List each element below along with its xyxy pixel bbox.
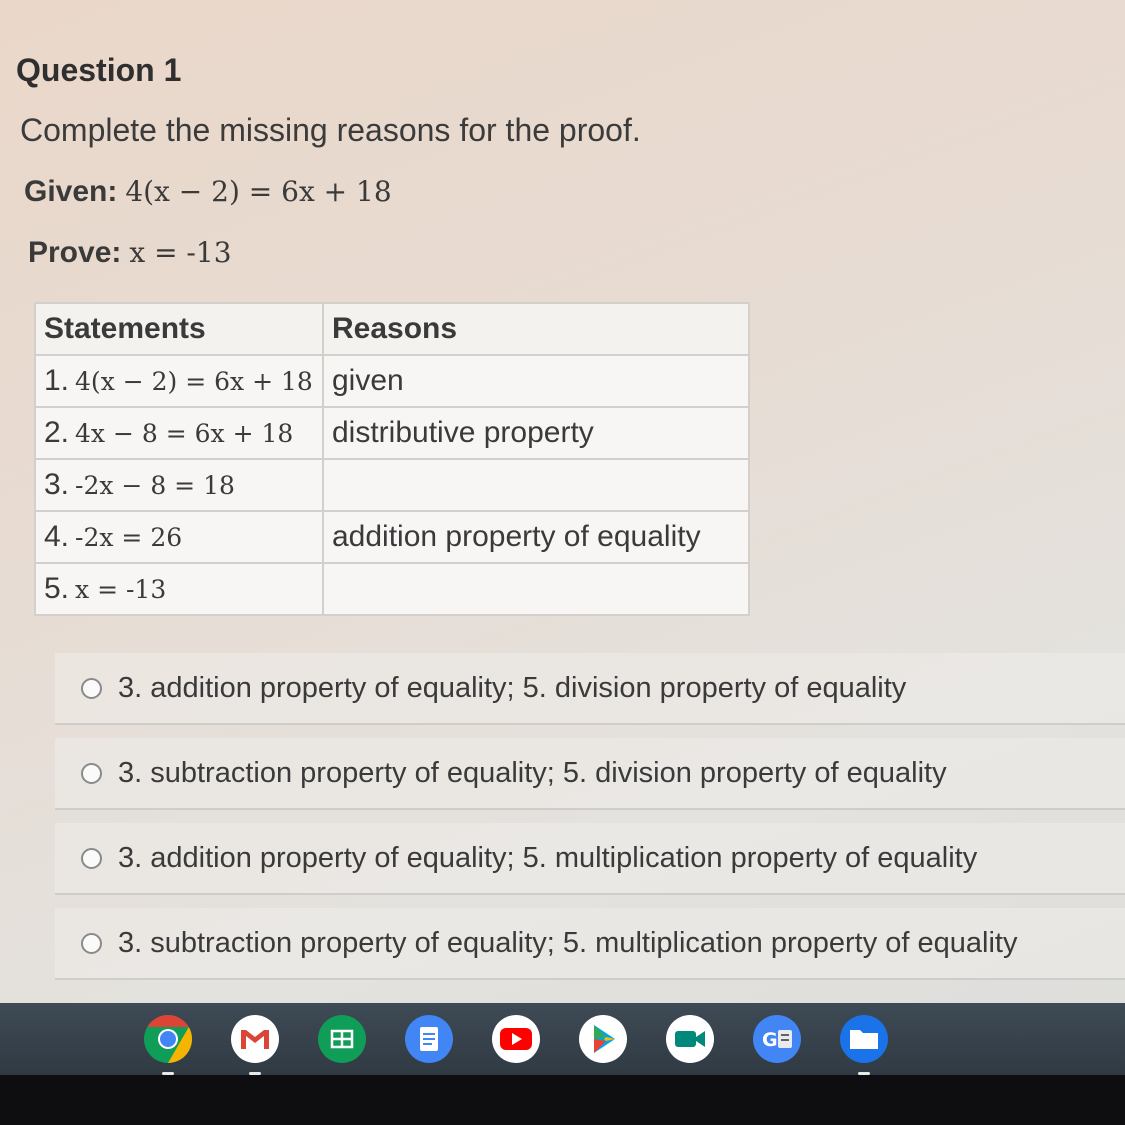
prove-label: Prove: xyxy=(28,236,122,269)
answer-option-2[interactable] xyxy=(55,738,1125,810)
translate-app[interactable] xyxy=(749,1011,805,1067)
youtube-app[interactable] xyxy=(488,1011,544,1067)
proof-table xyxy=(34,302,750,616)
proof-table-header xyxy=(35,303,749,355)
docs-icon xyxy=(403,1013,455,1065)
chrome-app[interactable] xyxy=(140,1011,196,1067)
statement-cell xyxy=(35,459,323,511)
docs-app[interactable] xyxy=(401,1011,457,1067)
reason-cell: given xyxy=(323,355,749,407)
statement-number: 4. xyxy=(44,520,70,553)
radio-button[interactable] xyxy=(81,933,102,954)
radio-button[interactable] xyxy=(81,848,102,869)
radio-button[interactable] xyxy=(81,678,102,699)
given-line xyxy=(24,175,392,209)
table-row xyxy=(35,355,749,407)
statements-header: Statements xyxy=(35,303,323,355)
answer-option-label: 3. addition property of equality; 5. multiplication property of equality xyxy=(118,841,978,874)
screen-bezel xyxy=(0,1075,1125,1125)
statement-text: -2x = 26 xyxy=(75,523,183,552)
chrome-icon xyxy=(142,1013,194,1065)
statement-text: x = -13 xyxy=(75,575,167,604)
play-store-icon xyxy=(577,1013,629,1065)
reason-cell: distributive property xyxy=(323,407,749,459)
table-row xyxy=(35,459,749,511)
answer-option-4[interactable] xyxy=(55,908,1125,980)
meet-icon xyxy=(664,1013,716,1065)
files-icon xyxy=(838,1013,890,1065)
answer-option-1[interactable] xyxy=(55,653,1125,725)
given-expression: 4(x − 2) = 6x + 18 xyxy=(125,175,392,208)
statement-number: 1. xyxy=(44,364,70,397)
answer-option-3[interactable] xyxy=(55,823,1125,895)
reasons-header: Reasons xyxy=(323,303,749,355)
reason-cell-missing xyxy=(323,459,749,511)
question-prompt: Complete the missing reasons for the proof. xyxy=(20,112,641,148)
statement-number: 2. xyxy=(44,416,70,449)
files-app[interactable] xyxy=(836,1011,892,1067)
meet-app[interactable] xyxy=(662,1011,718,1067)
statement-text: 4(x − 2) = 6x + 18 xyxy=(75,367,313,396)
statement-cell xyxy=(35,511,323,563)
statement-cell xyxy=(35,355,323,407)
play-store-app[interactable] xyxy=(575,1011,631,1067)
radio-button[interactable] xyxy=(81,763,102,784)
translate-icon-letter: G xyxy=(762,1029,778,1051)
shelf-taskbar xyxy=(0,1003,1125,1075)
answer-option-label: 3. subtraction property of equality; 5. division property of equality xyxy=(118,756,947,789)
question-title: Question 1 xyxy=(16,52,182,88)
statement-number: 5. xyxy=(44,572,70,605)
given-label: Given: xyxy=(24,175,118,208)
gmail-app[interactable] xyxy=(227,1011,283,1067)
statement-cell xyxy=(35,407,323,459)
reason-cell-missing xyxy=(323,563,749,615)
translate-icon xyxy=(751,1013,803,1065)
answer-option-label: 3. subtraction property of equality; 5. multiplication property of equality xyxy=(118,926,1018,959)
youtube-icon xyxy=(490,1013,542,1065)
sheets-icon xyxy=(316,1013,368,1065)
answer-options xyxy=(55,653,1125,993)
answer-option-label: 3. addition property of equality; 5. division property of equality xyxy=(118,671,907,704)
table-row xyxy=(35,511,749,563)
statement-text: 4x − 8 = 6x + 18 xyxy=(75,419,294,448)
statement-text: -2x − 8 = 18 xyxy=(75,471,235,500)
sheets-app[interactable] xyxy=(314,1011,370,1067)
gmail-icon xyxy=(229,1013,281,1065)
statement-cell xyxy=(35,563,323,615)
prove-expression: x = -13 xyxy=(129,236,232,269)
reason-cell: addition property of equality xyxy=(323,511,749,563)
table-row xyxy=(35,407,749,459)
prove-line xyxy=(28,236,232,270)
table-row xyxy=(35,563,749,615)
statement-number: 3. xyxy=(44,468,70,501)
